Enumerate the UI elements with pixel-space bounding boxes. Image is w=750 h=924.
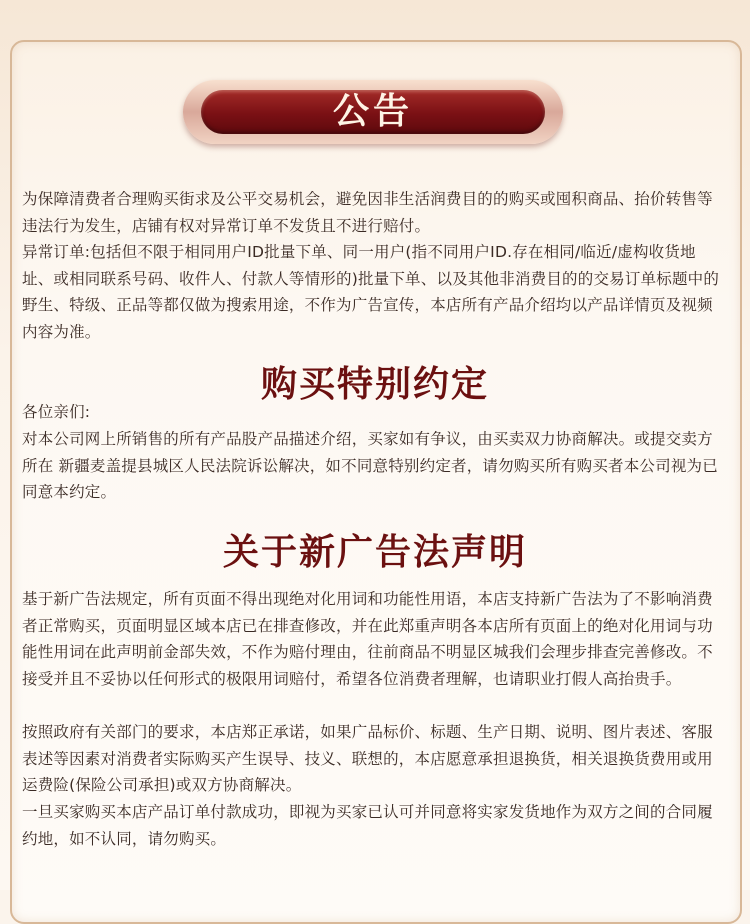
notice-paragraph-2: 异常订单:包括但不限于相同用户ID批量下单、同一用户(指不同用户ID.存在相同/临近/虚构收货地址、或相同联系号码、收件人、付款人等情形的)批量下单、以及其他非消费目的的交易订单标题中的野生、特级、正品等都仅做为搜索用途，不作为广告宣传，本店所有产品介绍均以产品详情页及视频内容为准。 <box>22 243 720 341</box>
purchase-agreement-greeting: 各位亲们: <box>22 403 91 421</box>
notice-banner <box>183 80 563 144</box>
ad-law-paragraph-1: 基于新广告法规定，所有页面不得出现绝对化用词和功能性用语，本店支持新广告法为了不影响消费者正常购买，页面明显区域本店已在排查修改，并在此郑重声明各本店所有页面上的绝对化用词与功能性用词在此声明前金部失效，不作为赔付理由，往前商品不明显区城我们会理步排查完善修改。不接受并且不妥协以任何形式的极限用词赔付，希望各位消费者理解，也请职业打假人高抬贵手。 <box>22 590 713 688</box>
ad-law-paragraph-3: 一旦买家购买本店产品订单付款成功，即视为买家已认可并同意将实家发货地作为双方之间的合同履约地，如不认同，请勿购买。 <box>22 803 713 848</box>
ad-law-heading: 关于新广告法声明 <box>222 532 527 573</box>
banner-plate <box>201 90 545 134</box>
ad-law-paragraph-2: 按照政府有关部门的要求，本店郑正承诺，如果广品标价、标题、生产日期、说明、图片表述、客服表述等因素对消费者实际购买产生误导、技义、联想的，本店愿意承担退换货，相关退换货费用或用运费险(保险公司承担)或双方协商解决。 <box>22 723 713 794</box>
notice-title: 公告 <box>332 91 413 132</box>
purchase-agreement-body: 对本公司网上所销售的所有产品股产品描述介绍，买家如有争议，由买卖双力协商解决。或提交卖方所在 新疆麦盖提县城区人民法院诉讼解决，如不同意特别约定者，请勿购买所有购买者本公司视为已同意本约定。 <box>22 430 718 501</box>
notice-paragraph-1: 为保障清费者合理购买街求及公平交易机会，避免因非生活润费目的的购买或囤积商品、抬价转售等违法行为发生，店铺有权对异常订单不发货且不进行赔付。 <box>22 190 713 235</box>
purchase-agreement-heading: 购买特别约定 <box>260 364 489 405</box>
